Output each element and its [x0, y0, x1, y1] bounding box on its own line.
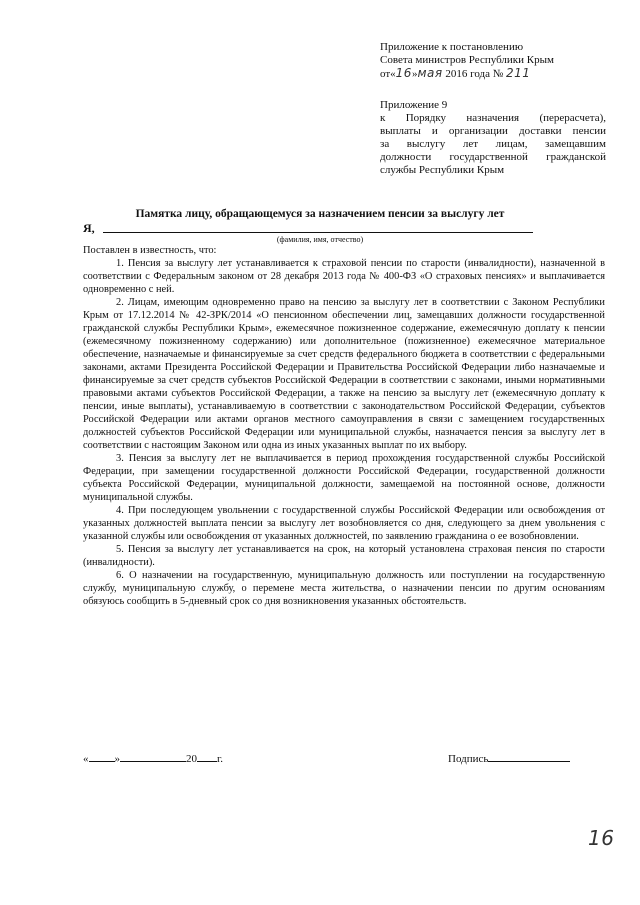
handwritten-day: 16: [395, 66, 412, 80]
name-fill-line[interactable]: [103, 232, 533, 233]
fio-caption: (фамилия, имя, отчество): [276, 235, 364, 244]
appendix-line: должности государственной гражданской: [380, 151, 606, 163]
resolution-reference: [380, 41, 606, 81]
intro-text: Поставлен в известность, что:: [83, 245, 217, 256]
name-field-row: [83, 221, 533, 235]
appendix-reference: [380, 99, 606, 177]
paragraph-4: 4. При последующем увольнении с государственной службы Российской Федерации или освобождения от указанных должностей выплата пенсии за выслугу лет возобновляется со дня, следующего за днем увольнения с указанной службы или освобождения от указанных должностей, по заявлению гражданина о ее возобновлении.: [83, 505, 605, 542]
appendix-line: выплаты и организации доставки пенсии: [380, 125, 606, 137]
date-field: « » 20 г.: [83, 753, 224, 765]
appendix-line: к Порядку назначения (перерасчета),: [380, 112, 606, 124]
appendix-line: службы Республики Крым: [380, 164, 505, 176]
paragraph-2: 2. Лицам, имеющим одновременно право на пенсию за выслугу лет в соответствии с Законом Республики Крым от 17.12.2014 № 42-ЗРК/2014 «О пенсионном обеспечении лиц, замещавших должности государственной гражданской службы Республики Крым», ежемесячное пожизненное содержание, ежемесячную доплату к пенсии (ежемесячному пожизненному содержанию) или дополнительное (пожизненное) ежемесячное материальное обеспечение, назначаемые и финансируемые за счет средств федерального бюджета в соответствии с федеральными законами, актами Президента Российской Федерации и Правительства Российской Федерации либо назначаемые и финансируемые за счет средств субъектов Российской Федерации в соответствии с законами, иными нормативными правовыми актами субъектов Российской Федерации, а также на пенсию за выслугу лет (ежемесячную доплату к пенсии, иные выплаты), устанавливаемую в соответствии с законодательством Российской Федерации, субъектов Российской Федерации или актами органов местного самоуправления в связи с замещением государственных должностей субъектов Российской Федерации или муниципальной службы, назначается пенсия за выслугу лет в соответствии с настоящим Законом или одна из иных указанных выплат по их выбору.: [83, 297, 605, 451]
ya-label: Я,: [83, 221, 95, 235]
document-title: Памятка лицу, обращающемуся за назначением пенсии за выслугу лет: [135, 208, 505, 220]
handwritten-number: 211: [505, 66, 531, 80]
resolution-line-2: Совета министров Республики Крым: [380, 54, 554, 66]
handwritten-page-number: 16: [588, 826, 615, 850]
month-blank[interactable]: [120, 751, 186, 762]
resolution-line-1: Приложение к постановлению: [380, 41, 524, 53]
signature-field: [448, 751, 570, 765]
paragraph-6: 6. О назначении на государственную, муниципальную должность или поступлении на государственную службу, муниципальную службу, о перемене места жительства, о назначении пенсии по другим основаниям обязуюсь сообщить в 5-дневный срок со дня возникновения указанных обстоятельств.: [83, 570, 605, 607]
resolution-date-line: от«16»мая 2016 года № 211: [380, 66, 531, 80]
signature-blank[interactable]: [488, 751, 570, 762]
signature-label: Подпись: [448, 753, 489, 765]
appendix-line: за выслугу лет лицам, замещавшим: [380, 138, 606, 150]
appendix-title: Приложение 9: [380, 99, 448, 111]
paragraph-1: 1. Пенсия за выслугу лет устанавливается к страховой пенсии по старости (инвалидности), назначенной в соответствии с Федеральным законом от 28 декабря 2013 года № 400-ФЗ «О страховых пенсиях» и выплачивается одновременно с ней.: [83, 258, 605, 295]
document-body: [83, 244, 605, 608]
paragraph-5: 5. Пенсия за выслугу лет устанавливается на срок, на который установлена страховая пенсия по старости (инвалидности).: [83, 544, 605, 568]
handwritten-month: мая: [417, 66, 443, 80]
year-blank[interactable]: [197, 751, 217, 762]
day-blank[interactable]: [89, 751, 115, 762]
paragraph-3: 3. Пенсия за выслугу лет не выплачивается в период прохождения государственной службы Российской Федерации, при замещении государственной должности Российской Федерации, государственной должности субъекта Российской Федерации, муниципальной должности, замещаемой на постоянной основе, должности муниципальной службы.: [83, 453, 605, 503]
